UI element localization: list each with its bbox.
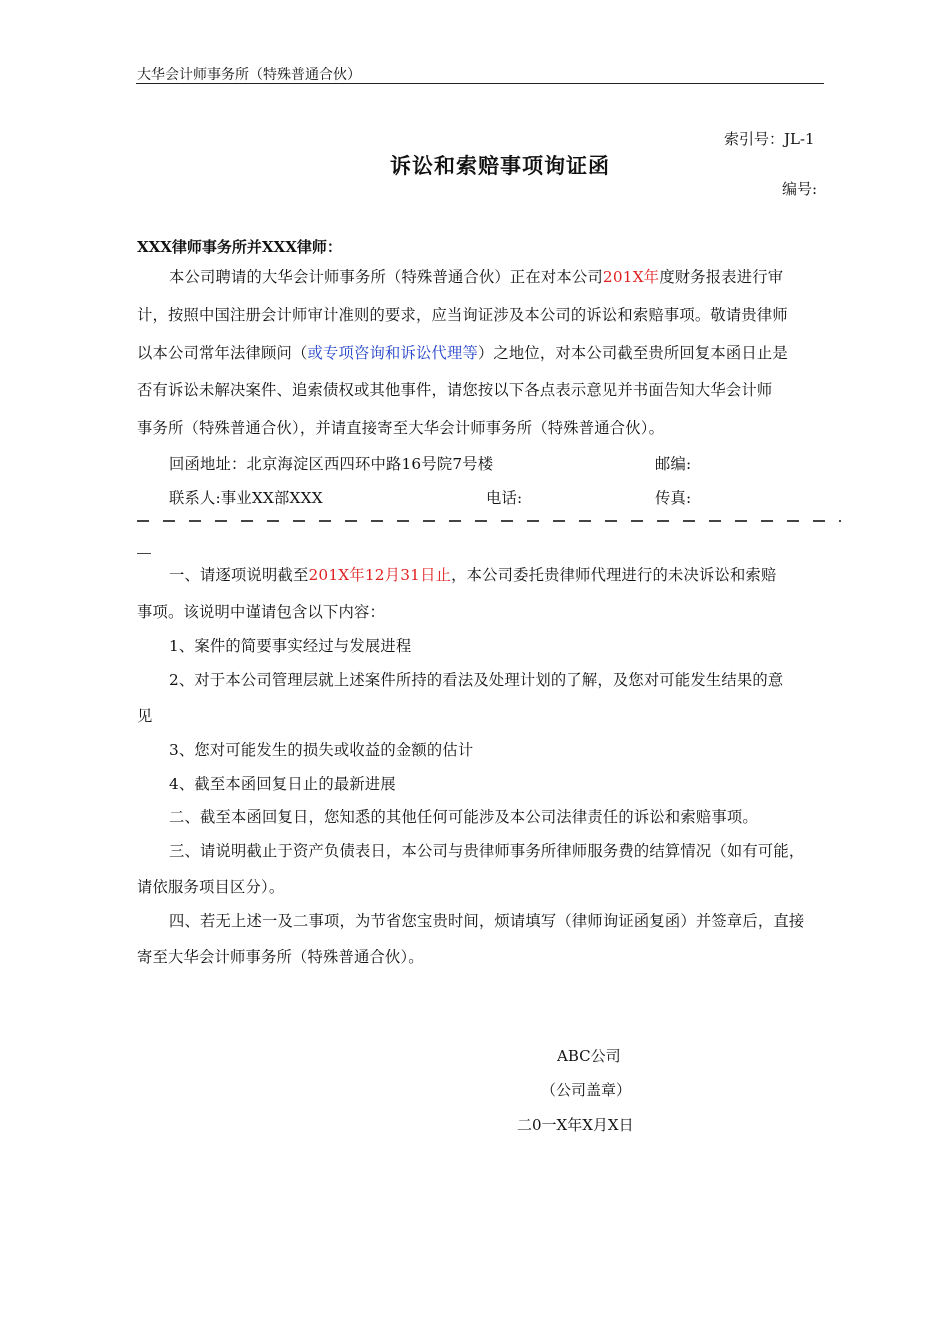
- intro-text: ）之地位，对本公司截至贵所回复本函日止是: [477, 344, 788, 362]
- intro-text: 以本公司常年法律顾问（: [137, 344, 308, 362]
- item-three-line-1: 三、请说明截止于资产负债表日，本公司与贵律师事务所律师服务费的结算情况（如有可能，: [169, 842, 805, 860]
- sub-item-2-cont: 见: [137, 707, 153, 725]
- intro-line-2: 计，按照中国注册会计师审计准则的要求，应当询证涉及本公司的诉讼和索赔事项。敬请贵律师: [137, 306, 788, 324]
- postcode-label: 邮编:: [655, 455, 692, 473]
- item-one-line-2: 事项。该说明中谨请包含以下内容：: [137, 603, 385, 621]
- return-address: 回函地址：北京海淀区西四环中路16号院7号楼: [169, 455, 494, 473]
- item-text: 一、请逐项说明截至: [169, 566, 309, 584]
- addressee: XXX律师事务所并XXX律师：: [137, 238, 342, 256]
- intro-line-3: [137, 341, 788, 363]
- item-four-line-1: 四、若无上述一及二事项，为节省您宝贵时间，烦请填写（律师询证函复函）并签章后，直接: [169, 912, 805, 930]
- sub-item-2: 2、对于本公司管理层就上述案件所持的看法及处理计划的了解，及您对可能发生结果的意: [169, 671, 784, 689]
- intro-text: 本公司聘请的大华会计师事务所（特殊普通合伙）正在对本公司: [169, 268, 603, 286]
- sub-item-3: 3、您对可能发生的损失或收益的金额的估计: [169, 741, 474, 759]
- item-one-line-1: [169, 563, 777, 585]
- header-rule: [136, 83, 824, 84]
- fax-label: 传真:: [655, 489, 692, 507]
- intro-text: 度财务报表进行审: [659, 268, 784, 286]
- index-number: 索引号：JL-1: [724, 130, 815, 148]
- dashed-separator-tail: [137, 553, 151, 554]
- signature-seal: （公司盖章）: [541, 1081, 632, 1099]
- year-highlight: 201X年: [602, 268, 660, 286]
- header-firm-name: 大华会计师事务所（特殊普通合伙）: [137, 67, 361, 83]
- item-four-line-2: 寄至大华会计师事务所（特殊普通合伙）。: [137, 948, 424, 966]
- date-highlight: 201X年12月31日止: [308, 566, 452, 584]
- contact-person: 联系人:事业XX部XXX: [169, 489, 323, 507]
- item-two: 二、截至本函回复日，您知悉的其他任何可能涉及本公司法律责任的诉讼和索赔事项。: [169, 808, 758, 826]
- dashed-separator: [137, 520, 841, 522]
- intro-line-4: 否有诉讼未解决案件、追索债权或其他事件，请您按以下各点表示意见并书面告知大华会计师: [137, 381, 773, 399]
- item-three-line-2: 请依服务项目区分）。: [137, 878, 285, 896]
- item-text: ，本公司委托贵律师代理进行的未决诉讼和索赔: [451, 566, 777, 584]
- serial-number: 编号:: [782, 180, 818, 198]
- sub-item-4: 4、截至本函回复日止的最新进展: [169, 775, 396, 793]
- signature-company: ABC公司: [557, 1047, 621, 1065]
- intro-line-5: 事务所（特殊普通合伙），并请直接寄至大华会计师事务所（特殊普通合伙）。: [137, 419, 665, 437]
- signature-date: 二0一X年X月X日: [517, 1116, 634, 1134]
- role-highlight: 或专项咨询和诉讼代理等: [307, 344, 478, 362]
- sub-item-1: 1、案件的简要事实经过与发展进程: [169, 637, 412, 655]
- document-title: 诉讼和索赔事项询证函: [390, 153, 610, 178]
- intro-line-1: [169, 265, 783, 287]
- phone-label: 电话:: [486, 489, 523, 507]
